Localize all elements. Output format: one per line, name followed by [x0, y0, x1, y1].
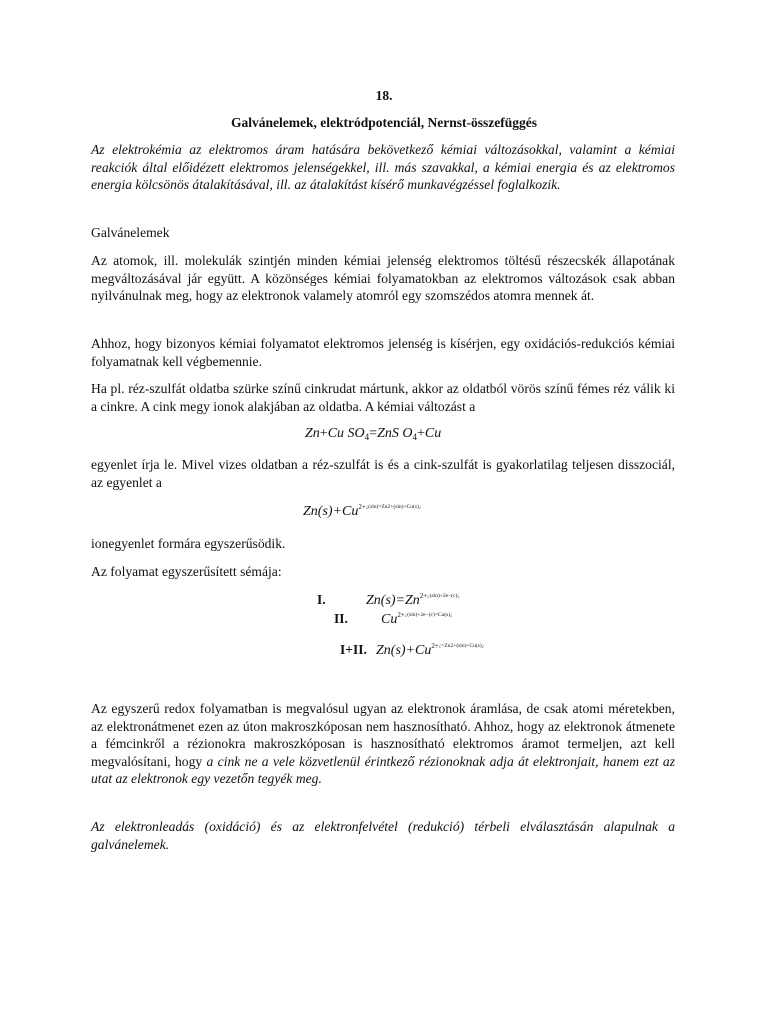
paragraph-dissociation: egyenlet írja le. Mivel vizes oldatban a réz-szulfát is és a cink-szulfát is gyakorlatilag teljesen disszociál, az egyenlet a [91, 457, 675, 490]
paragraph-electron-flow: Az egyszerű redox folyamatban is megvalósul ugyan az elektronok áramlása, de csak atomi méretekben, az elektronátmenet ezen az úton makroszkóposan nem hasznosítható. Ahhoz, hogy az elektronok átmenete a fémcinkről a rézionokra makroszkóposan is hasznosítható elektromos áramot termeljen, azt kell megvalósítani, hogy a cink ne a vele közvetlenül érintkező rézionoknak adja át elektronjait, hanem ezt az utat az elektronok egy vezetőn tegyék meg. [91, 701, 675, 787]
scheme-equation-3: $Zn(s)+Cu^{2+¿=Zn2+(sln)+Cu(s)¿}$ [376, 642, 485, 658]
paragraph-ionic-form: ionegyenlet formára egyszerűsödik. [91, 536, 286, 551]
section-heading: Galvánelemek [91, 225, 170, 240]
scheme-equation-1: $Zn(s)=Zn^{2+¿(sln)+2e-(c)¿}$ [366, 592, 460, 608]
page-title: Galvánelemek, elektródpotenciál, Nernst-összefüggés [231, 115, 537, 130]
scheme-label-3: I+II. [340, 642, 367, 657]
chapter-number: 18. [375, 88, 393, 103]
intro-paragraph: Az elektrokémia az elektromos áram hatására bekövetkező kémiai változásokkal, valamint a kémiai reakciók által előidézett elektromos jelenségekkel, ill. más szavakkal, a kémiai energia és az elektromos energia kölcsönös átalakításával, ill. az átalakítást kísérő munkavégzéssel foglalkozik. [91, 142, 675, 193]
equation-ionic: $Zn(s)+Cu^{2+¿(sln)=Zn2+(sln)+Cu(s)¿}$ [303, 503, 422, 519]
paragraph-zinc-copper: Ha pl. réz-szulfát oldatba szürke színű cinkrudat mártunk, akkor az oldatból vörös színű fémes réz válik ki a cinkre. A cink megy ionok alakjában az oldatba. A kémiai változást a [91, 381, 675, 414]
paragraph-atoms: Az atomok, ill. molekulák szintjén minden kémiai jelenség elektromos töltésű részecskék állapotának megváltozásával jár együtt. A közönséges kémiai folyamatokban az elektromos változások csak abban nyilvánulnak meg, hogy az elektronok valamely atomról egy szomszédos atomra mennek át. [91, 253, 675, 304]
equation-molecular: Zn+Cu $SO_4=ZnS$ $O_4+Cu$ [305, 426, 442, 442]
paragraph-galvanic-definition: Az elektronleadás (oxidáció) és az elektronfelvétel (redukció) térbeli elválasztásán alapulnak a galvánelemek. [91, 819, 675, 852]
scheme-label-2: II. [334, 611, 348, 626]
scheme-equation-2: $Cu^{2+¿(sln)+2e-(c)=Cu(s)¿}$ [381, 611, 453, 627]
scheme-label-1: I. [317, 592, 326, 607]
paragraph-redox: Ahhoz, hogy bizonyos kémiai folyamatot elektromos jelenség is kísérjen, egy oxidációs-redukciós kémiai folyamatnak kell végbemennie. [91, 336, 675, 369]
paragraph-scheme-intro: Az folyamat egyszerűsített sémája: [91, 564, 282, 579]
